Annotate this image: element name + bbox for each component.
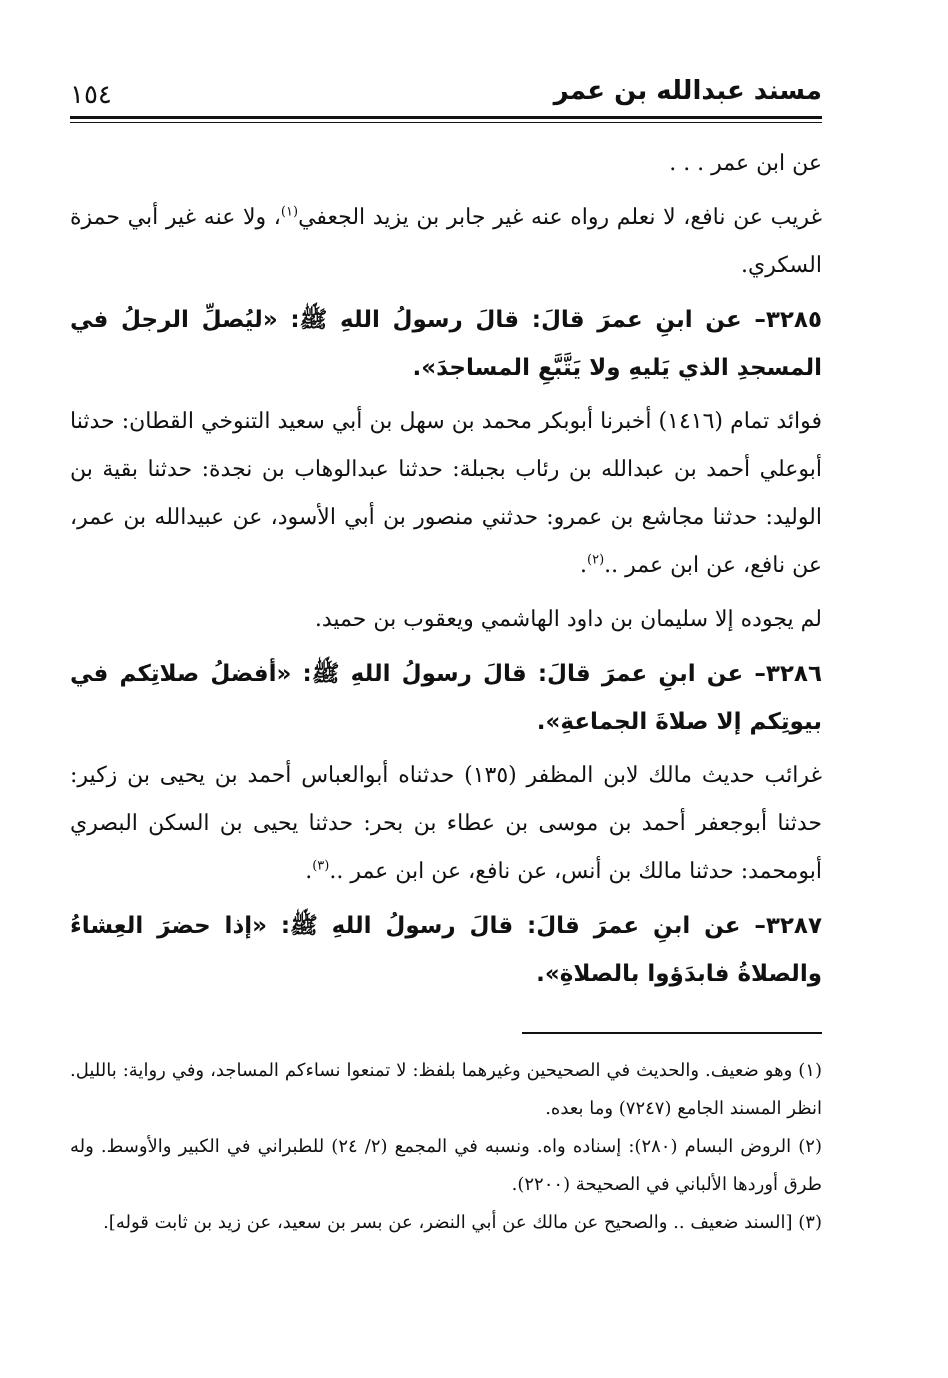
running-title: مسند عبدالله بن عمر — [553, 76, 822, 106]
book-page — [70, 70, 822, 1242]
paragraph-5-text: غرائب حديث مالك لابن المظفر (١٣٥) حدثناه أبوالعباس أحمد بن يحيى بن زكير: حدثنا أبوجعفر أحمد بن موسى بن عطاء بن بحر: حدثنا يحيى بن السكن البصري أبومحمد: حدثنا مالك بن أنس، عن نافع، عن ابن عمر .. — [70, 763, 822, 884]
paragraph-5 — [70, 752, 822, 896]
page-number: ١٥٤ — [70, 80, 112, 110]
hadith-3285: ٣٢٨٥– عن ابنِ عمرَ قالَ: قالَ رسولُ اللهِ ﷺ: «ليُصلِّ الرجلُ في المسجدِ الذي يَليهِ ولا يَتَّبَّعِ المساجدَ». — [70, 307, 822, 381]
footnote-1: (١) وهو ضعيف. والحديث في الصحيحين وغيرهما بلفظ: لا تمنعوا نساءكم المساجد، وفي رواية: بالليل. انظر المسند الجامع (٧٢٤٧) وما بعده. — [70, 1060, 822, 1119]
main-text — [70, 140, 822, 998]
footnote-ref-1: (١) — [280, 204, 299, 220]
page-header — [70, 70, 822, 114]
header-rule-thin — [70, 122, 822, 123]
paragraph-4: لم يجوده إلا سليمان بن داود الهاشمي ويعقوب بن حميد. — [314, 607, 822, 632]
footnote-ref-2: (٢) — [587, 552, 605, 568]
footnote-separator — [522, 1032, 822, 1034]
hadith-3287: ٣٢٨٧– عن ابنِ عمرَ قالَ: قالَ رسولُ اللهِ ﷺ: «إذا حضرَ العِشاءُ والصلاةُ فابدَؤوا بالصلاةِ». — [70, 913, 822, 987]
footnote-2: (٢) الروض البسام (٢٨٠): إسناده واه. ونسبه في المجمع (٢/ ٢٤) للطبراني في الكبير والأوسط. وله طرق أوردها الألباني في الصحيحة (٢٢٠٠). — [70, 1136, 822, 1195]
paragraph-2-text: غريب عن نافع، لا نعلم رواه عنه غير جابر بن يزيد الجعفي — [298, 205, 822, 230]
paragraph-3-text: فوائد تمام (١٤١٦) أخبرنا أبوبكر محمد بن سهل بن أبي سعيد التنوخي القطان: حدثنا أبوعلي أحمد بن عبدالله بن رئاب بجبلة: حدثنا عبدالوهاب بن نجدة: حدثنا بقية بن الوليد: حدثنا مجاشع بن عمرو: حدثني منصور بن أبي الأسود، عن عبيدالله بن عمر، عن نافع، عن ابن عمر .. — [70, 409, 823, 578]
hadith-3286: ٣٢٨٦– عن ابنِ عمرَ قالَ: قالَ رسولُ اللهِ ﷺ: «أفضلُ صلاتِكم في بيوتِكم إلا صلاةَ الجماعةِ». — [70, 661, 822, 735]
footnotes — [70, 1052, 822, 1242]
header-rule-thick — [70, 116, 822, 119]
paragraph-3-end: . — [580, 553, 588, 578]
paragraph-2 — [70, 194, 822, 290]
paragraph-5-end: . — [305, 859, 313, 884]
paragraph-1: عن ابن عمر . . . — [669, 151, 822, 176]
footnote-ref-3: (٣) — [312, 858, 330, 874]
paragraph-2-rest: ، ولا عنه غير أبي حمزة السكري. — [70, 205, 822, 278]
paragraph-3 — [70, 398, 822, 590]
footnote-3: (٣) [السند ضعيف .. والصحيح عن مالك عن أبي النضر، عن بسر بن سعيد، عن زيد بن ثابت قوله]. — [103, 1212, 822, 1233]
